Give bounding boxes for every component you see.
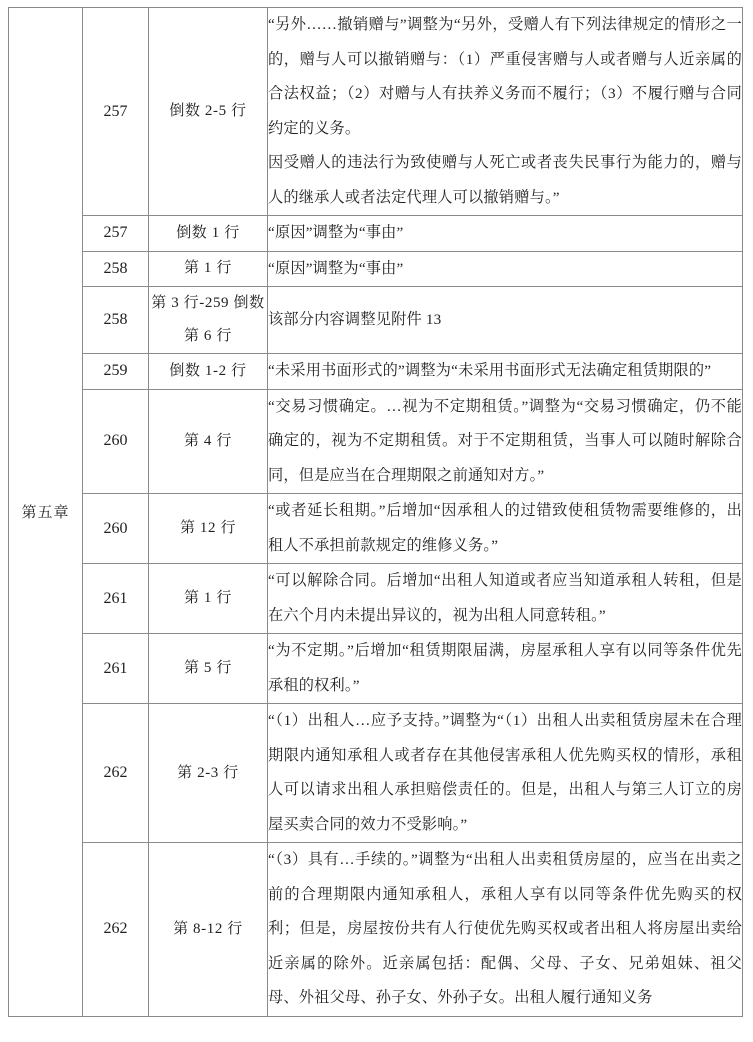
content-cell [268, 8, 743, 216]
page-number-cell: 260 [83, 389, 149, 494]
page-number-cell: 258 [83, 287, 149, 354]
content-paragraph: “交易习惯确定。…视为不定期租赁。”调整为“交易习惯确定，仍不能确定的，视为不定期租赁。对于不定期租赁，当事人可以随时解除合同，但是应当在合理期限之前通知对方。” [268, 397, 742, 484]
content-paragraph: “或者延长租期。”后增加“因承租人的过错致使租赁物需要维修的，出租人不承担前款规定的维修义务。” [268, 502, 742, 554]
table-row [9, 389, 743, 494]
table-row [9, 704, 743, 843]
content-cell [268, 354, 743, 390]
table-row [9, 494, 743, 564]
page-number-cell: 261 [83, 564, 149, 634]
table-row [9, 8, 743, 216]
line-range-cell: 第 1 行 [149, 564, 268, 634]
content-paragraph: “为不定期。”后增加“租赁期限届满，房屋承租人享有以同等条件优先承租的权利。” [268, 642, 742, 694]
table-row [9, 251, 743, 287]
page-number-cell: 262 [83, 704, 149, 843]
content-cell [268, 634, 743, 704]
content-paragraph: 因受赠人的违法行为致使赠与人死亡或者丧失民事行为能力的，赠与人的继承人或者法定代理人可以撤销赠与。” [268, 154, 742, 206]
page-number-cell: 262 [83, 843, 149, 1017]
line-range-cell: 第 4 行 [149, 389, 268, 494]
table-row [9, 287, 743, 354]
content-paragraph: “（1）出租人…应予支持。”调整为“（1）出租人出卖租赁房屋未在合理期限内通知承租人或者存在其他侵害承租人优先购买权的情形，承租人可以请求出租人承担赔偿责任的。但是，出租人与第三人订立的房屋买卖合同的效力不受影响。” [268, 712, 742, 833]
line-range-cell: 第 1 行 [149, 251, 268, 287]
line-range-cell: 第 3 行-259 倒数第 6 行 [149, 287, 268, 354]
content-cell [268, 216, 743, 252]
table-row [9, 216, 743, 252]
page-number-cell: 257 [83, 8, 149, 216]
content-cell [268, 251, 743, 287]
chapter-cell: 第五章 [9, 8, 83, 1017]
table-row [9, 843, 743, 1017]
line-range-cell: 倒数 2-5 行 [149, 8, 268, 216]
content-paragraph: “原因”调整为“事由” [268, 224, 404, 241]
content-paragraph: “可以解除合同。后增加“出租人知道或者应当知道承租人转租，但是在六个月内未提出异议的，视为出租人同意转租。” [268, 572, 742, 624]
content-cell [268, 564, 743, 634]
page-number-cell: 257 [83, 216, 149, 252]
content-paragraph: “（3）具有…手续的。”调整为“出租人出卖租赁房屋的，应当在出卖之前的合理期限内通知承租人，承租人享有以同等条件优先购买的权利；但是，房屋按份共有人行使优先购买权或者出租人将房屋出卖给近亲属的除外。近亲属包括：配偶、父母、子女、兄弟姐妹、祖父母、外祖父母、孙子女、外孙子女。出租人履行通知义务 [268, 851, 742, 1006]
content-cell [268, 287, 743, 354]
line-range-cell: 第 8-12 行 [149, 843, 268, 1017]
table-body [9, 8, 743, 1017]
line-range-cell: 倒数 1 行 [149, 216, 268, 252]
line-range-cell: 第 2-3 行 [149, 704, 268, 843]
table-row [9, 564, 743, 634]
amendment-table [8, 7, 743, 1017]
line-range-cell: 第 12 行 [149, 494, 268, 564]
line-range-cell: 第 5 行 [149, 634, 268, 704]
table-row [9, 634, 743, 704]
content-cell [268, 704, 743, 843]
content-cell [268, 843, 743, 1017]
content-paragraph: “另外……撤销赠与”调整为“另外，受赠人有下列法律规定的情形之一的，赠与人可以撤销赠与：（1）严重侵害赠与人或者赠与人近亲属的合法权益；（2）对赠与人有扶养义务而不履行；（3）不履行赠与合同约定的义务。 [268, 16, 742, 137]
page-number-cell: 260 [83, 494, 149, 564]
content-cell [268, 494, 743, 564]
page-number-cell: 258 [83, 251, 149, 287]
page-number-cell: 261 [83, 634, 149, 704]
page-number-cell: 259 [83, 354, 149, 390]
table-row [9, 354, 743, 390]
content-paragraph: “原因”调整为“事由” [268, 259, 404, 277]
content-paragraph: “未采用书面形式的”调整为“未采用书面形式无法确定租赁期限的” [268, 362, 712, 379]
content-cell [268, 389, 743, 494]
line-range-cell: 倒数 1-2 行 [149, 354, 268, 390]
content-paragraph: 该部分内容调整见附件 13 [268, 310, 442, 328]
